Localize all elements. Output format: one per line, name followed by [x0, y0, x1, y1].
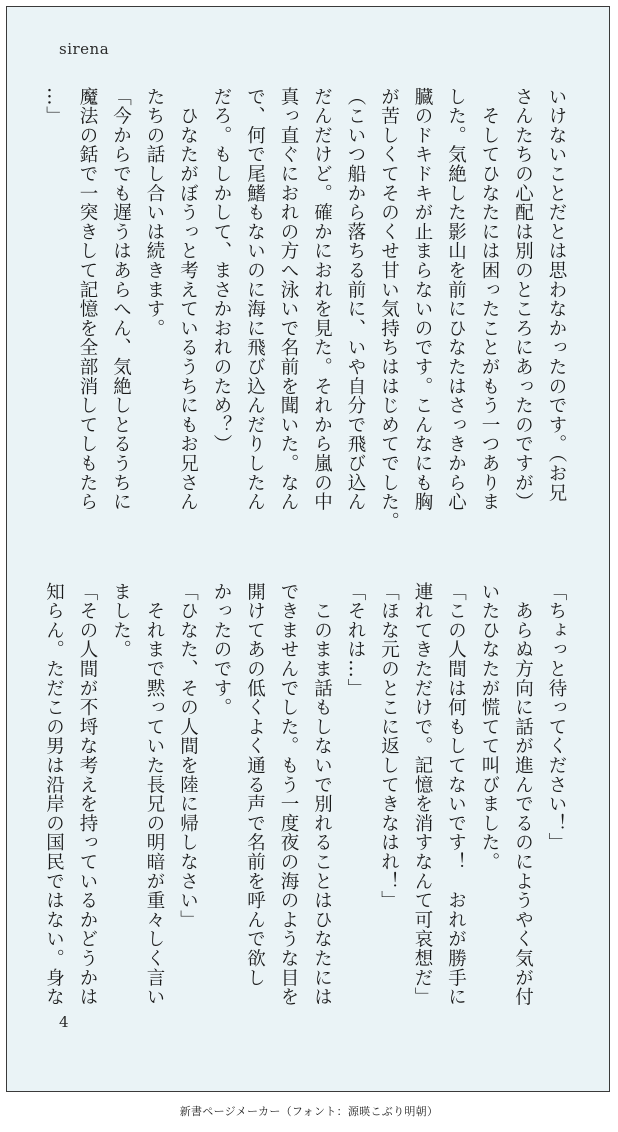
text-line: 開けてあの低くよく通る声で名前を呼んで欲し: [244, 582, 266, 988]
text-line: 「それは…」: [345, 582, 366, 698]
text-line: 「この人間は何もしてないです！ おれが勝手に: [445, 582, 467, 1007]
text-line: が苦しくてそのくせ甘い気持ちははじめてでした。: [378, 87, 400, 531]
text-line: …」: [43, 87, 65, 126]
text-line: いたひなたが慌てて叫びました。: [479, 582, 500, 872]
text-line: 「今からでも遅うはあらへん、気絶しとるうちに: [110, 87, 132, 512]
text-line: そしてひなたには困ったことがもう一つありま: [479, 87, 500, 512]
text-line: ひなたがぼうっと考えているうちにもお兄さん: [177, 87, 199, 512]
text-line: した。気絶した影山を前にひなたはさっきから心: [445, 87, 467, 512]
text-line: （こいつ船から落ちる前に、いや自分で飛び込ん: [345, 87, 366, 512]
text-line: 「その人間が不埒な考えを持っているかどうかは: [77, 582, 98, 1007]
text-line: 連れてきただけで。記憶を消すなんて可哀想だ」: [412, 582, 433, 1007]
footer-credit: 新書ページメーカー（フォント：源暎こぶり明朝）: [179, 1105, 439, 1118]
text-line: たちの話し合いは続きます。: [144, 87, 165, 338]
text-line: このまま話もしないで別れることはひなたには: [311, 582, 333, 1007]
text-line: 魔法の銛で一突きして記憶を全部消してしもたら: [77, 87, 98, 512]
text-line: かったのです。: [211, 582, 232, 718]
text-line: 知らん。ただこの男は沿岸の国民ではない。身な: [43, 582, 65, 1007]
text-line: 臓のドキドキが止まらないのです。こんなにも胸: [412, 87, 433, 512]
text-line: だろ。もしかして、まさかおれのため？）: [211, 87, 232, 454]
text-line: さんたちの心配は別のところにあったのですが）: [512, 87, 534, 512]
text-line: いけないことだとは思わなかったのです。（お兄: [546, 87, 567, 503]
upper-text-block: [37, 87, 573, 531]
text-line: ました。: [110, 582, 132, 660]
text-line: 「ほな元のとこに返してきなはれ！」: [378, 582, 400, 911]
text-line: それまで黙っていた長兄の明暗が重々しく言い: [144, 582, 165, 1007]
text-line: 「ちょっと待ってください！」: [546, 582, 567, 853]
text-line: 真っ直ぐにおれの方へ泳いで名前を聞いた。なん: [278, 87, 299, 512]
text-line: で、何で尾鰭もないのに海に飛び込んだりしたん: [244, 87, 266, 512]
page-header: sirena: [59, 40, 110, 58]
book-page: [6, 6, 610, 1092]
page-number: 4: [59, 1013, 69, 1031]
text-line: だんだけど。確かにおれを見た。それから嵐の中: [311, 87, 333, 512]
text-line: できませんでした。もう一度夜の海のような目を: [278, 582, 299, 1007]
lower-text-block: [37, 582, 573, 1007]
text-line: 「ひなた、その人間を陸に帰しなさい」: [177, 582, 199, 930]
text-line: あらぬ方向に話が進んでるのにようやく気が付: [512, 582, 534, 1007]
